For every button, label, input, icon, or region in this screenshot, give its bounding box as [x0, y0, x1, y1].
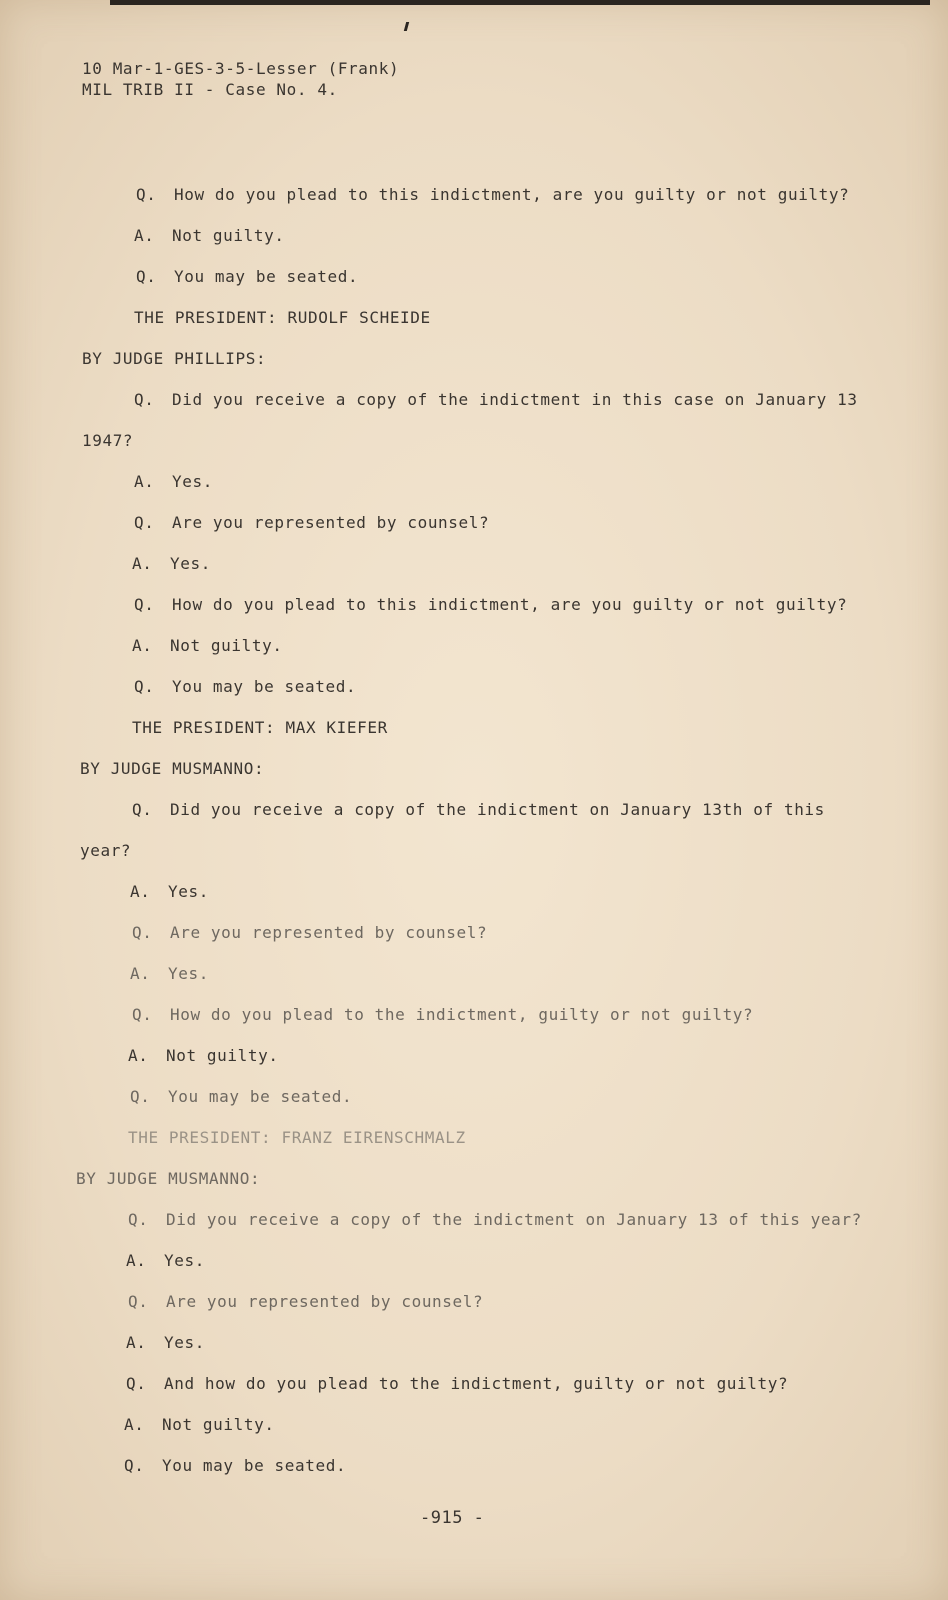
line-marker: A. [130, 964, 151, 983]
line-text: Are you represented by counsel? [166, 1292, 484, 1311]
transcript-line [134, 677, 356, 697]
line-text: Yes. [168, 964, 209, 983]
transcript-line [124, 1415, 275, 1435]
transcript-line [136, 185, 849, 205]
continuation-line: 1947? [82, 431, 134, 450]
transcript-line [134, 390, 858, 410]
line-marker: A. [126, 1333, 147, 1352]
transcript-line [134, 472, 213, 492]
line-marker: Q. [128, 1210, 149, 1229]
line-marker: Q. [128, 1292, 149, 1311]
line-text: How do you plead to this indictment, are you guilty or not guilty? [172, 595, 848, 614]
line-text: You may be seated. [168, 1087, 353, 1106]
speaker-heading: THE PRESIDENT: MAX KIEFER [132, 718, 388, 737]
header-line-1: 10 Mar-1-GES-3-5-Lesser (Frank) [82, 59, 400, 78]
transcript-line [126, 1251, 205, 1271]
speaker-heading: THE PRESIDENT: RUDOLF SCHEIDE [134, 308, 431, 327]
line-text: How do you plead to this indictment, are you guilty or not guilty? [174, 185, 850, 204]
transcript-line [126, 1374, 788, 1394]
line-marker: Q. [134, 595, 155, 614]
transcript-line [124, 1456, 346, 1476]
line-text: Yes. [170, 554, 211, 573]
line-text: Not guilty. [172, 226, 285, 245]
line-marker: Q. [134, 390, 155, 409]
line-marker: A. [132, 554, 153, 573]
transcript-line [136, 267, 358, 287]
line-marker: Q. [132, 800, 153, 819]
line-marker: Q. [124, 1456, 145, 1475]
transcript-line [128, 1210, 862, 1230]
line-marker: Q. [132, 1005, 153, 1024]
continuation-line: year? [80, 841, 132, 860]
line-text: You may be seated. [162, 1456, 347, 1475]
transcript-line [134, 226, 285, 246]
line-text: Yes. [172, 472, 213, 491]
line-marker: A. [134, 226, 155, 245]
header-line-2: MIL TRIB II - Case No. 4. [82, 80, 338, 99]
line-text: You may be seated. [172, 677, 357, 696]
line-marker: A. [132, 636, 153, 655]
line-marker: A. [128, 1046, 149, 1065]
examiner-heading: BY JUDGE MUSMANNO: [76, 1169, 261, 1188]
line-marker: A. [130, 882, 151, 901]
line-marker: A. [126, 1251, 147, 1270]
line-text: Not guilty. [162, 1415, 275, 1434]
line-marker: A. [134, 472, 155, 491]
line-text: Are you represented by counsel? [172, 513, 490, 532]
transcript-line [128, 1046, 279, 1066]
line-marker: Q. [136, 185, 157, 204]
line-marker: Q. [132, 923, 153, 942]
page-top-edge [110, 0, 930, 5]
line-text: Yes. [168, 882, 209, 901]
line-text: Did you receive a copy of the indictment on January 13 of this year? [166, 1210, 862, 1229]
line-text: Not guilty. [170, 636, 283, 655]
transcript-line [130, 964, 209, 984]
page-number: -915 - [420, 1508, 485, 1528]
transcript-line [132, 636, 283, 656]
line-text: Are you represented by counsel? [170, 923, 488, 942]
transcript-line [130, 1087, 352, 1107]
line-marker: Q. [134, 677, 155, 696]
speaker-heading: THE PRESIDENT: FRANZ EIRENSCHMALZ [128, 1128, 466, 1147]
transcript-line [134, 513, 489, 533]
transcript-line [128, 1292, 483, 1312]
line-text: Yes. [164, 1333, 205, 1352]
line-marker: Q. [126, 1374, 147, 1393]
line-marker: Q. [134, 513, 155, 532]
ink-mark [404, 22, 409, 31]
transcript-line [132, 923, 487, 943]
transcript-line [130, 882, 209, 902]
line-text: Not guilty. [166, 1046, 279, 1065]
line-marker: A. [124, 1415, 145, 1434]
examiner-heading: BY JUDGE PHILLIPS: [82, 349, 267, 368]
line-text: And how do you plead to the indictment, guilty or not guilty? [164, 1374, 789, 1393]
line-text: How do you plead to the indictment, guilty or not guilty? [170, 1005, 754, 1024]
line-marker: Q. [136, 267, 157, 286]
line-marker: Q. [130, 1087, 151, 1106]
examiner-heading: BY JUDGE MUSMANNO: [80, 759, 265, 778]
transcript-line [126, 1333, 205, 1353]
line-text: Yes. [164, 1251, 205, 1270]
line-text: You may be seated. [174, 267, 359, 286]
transcript-line [132, 554, 211, 574]
transcript-line [134, 595, 847, 615]
line-text: Did you receive a copy of the indictment on January 13th of this [170, 800, 825, 819]
transcript-line [132, 1005, 753, 1025]
transcript-line [132, 800, 825, 820]
line-text: Did you receive a copy of the indictment in this case on January 13 [172, 390, 858, 409]
